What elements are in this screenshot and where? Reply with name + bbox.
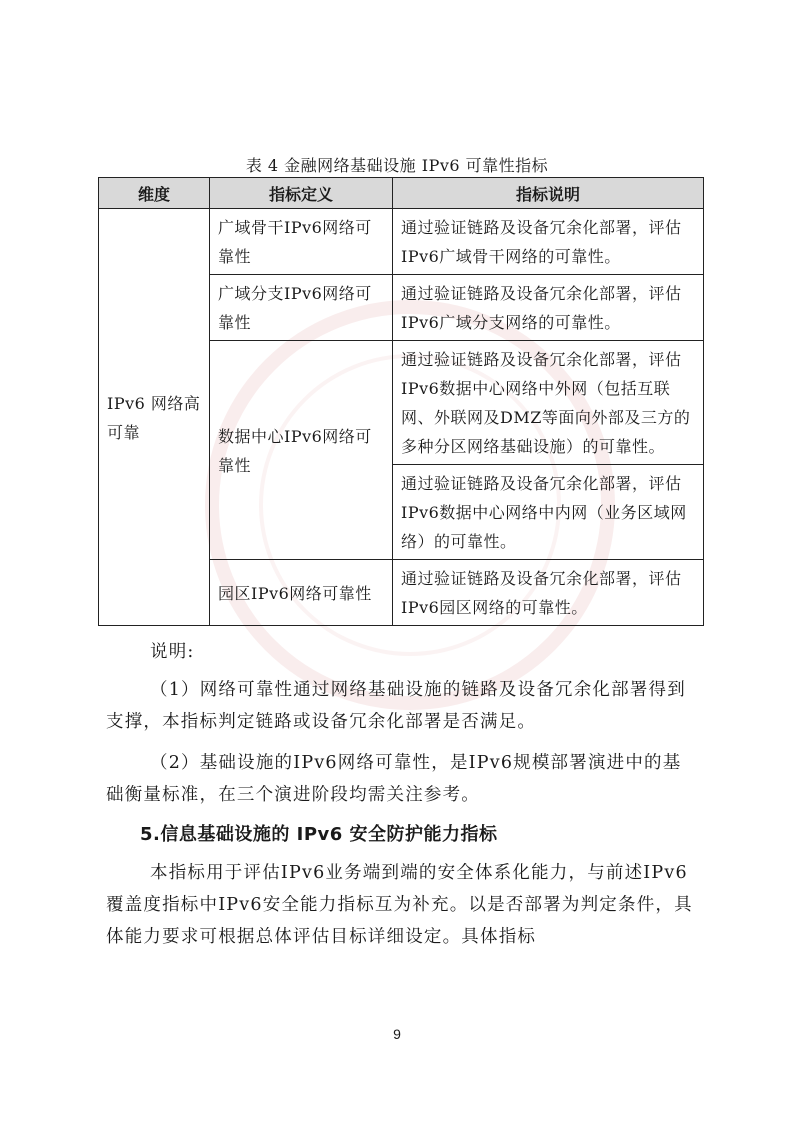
header-dimension: 维度 bbox=[99, 178, 210, 209]
table-caption: 表 4 金融网络基础设施 IPv6 可靠性指标 bbox=[245, 156, 549, 175]
definition-cell: 广域分支IPv6网络可靠性 bbox=[210, 275, 393, 341]
header-description: 指标说明 bbox=[393, 178, 704, 209]
section-paragraph: 本指标用于评估IPv6业务端到端的安全体系化能力，与前述IPv6覆盖度指标中IPv6安全能力指标互为补充。以是否部署为判定条件，具体能力要求可根据总体评估目标详细设定。具体指标 bbox=[106, 863, 693, 947]
note-1: （1）网络可靠性通过网络基础设施的链路及设备冗余化部署得到支撑，本指标判定链路或设备冗余化部署是否满足。 bbox=[106, 680, 686, 732]
description-cell: 通过验证链路及设备冗余化部署，评估IPv6广域骨干网络的可靠性。 bbox=[393, 209, 704, 275]
table-header-row bbox=[99, 178, 704, 209]
description-cell: 通过验证链路及设备冗余化部署，评估IPv6数据中心网络中内网（业务区域网络）的可靠性。 bbox=[393, 465, 704, 560]
section-heading: 5.信息基础设施的 IPv6 安全防护能力指标 bbox=[140, 824, 498, 845]
description-cell: 通过验证链路及设备冗余化部署，评估IPv6广域分支网络的可靠性。 bbox=[393, 275, 704, 341]
dimension-cell: IPv6 网络高可靠 bbox=[99, 209, 210, 626]
description-cell: 通过验证链路及设备冗余化部署，评估IPv6园区网络的可靠性。 bbox=[393, 560, 704, 626]
description-cell: 通过验证链路及设备冗余化部署，评估IPv6数据中心网络中外网（包括互联网、外联网及DMZ等面向外部及三方的多种分区网络基础设施）的可靠性。 bbox=[393, 341, 704, 465]
definition-cell: 广域骨干IPv6网络可靠性 bbox=[210, 209, 393, 275]
note-2: （2）基础设施的IPv6网络可靠性，是IPv6规模部署演进中的基础衡量标准，在三个演进阶段均需关注参考。 bbox=[106, 753, 682, 805]
notes-label: 说明: bbox=[150, 642, 195, 662]
page-number: 9 bbox=[393, 1026, 401, 1042]
table-row bbox=[99, 209, 704, 275]
header-definition: 指标定义 bbox=[210, 178, 393, 209]
definition-cell: 数据中心IPv6网络可靠性 bbox=[210, 341, 393, 560]
definition-cell: 园区IPv6网络可靠性 bbox=[210, 560, 393, 626]
reliability-table bbox=[98, 177, 704, 626]
